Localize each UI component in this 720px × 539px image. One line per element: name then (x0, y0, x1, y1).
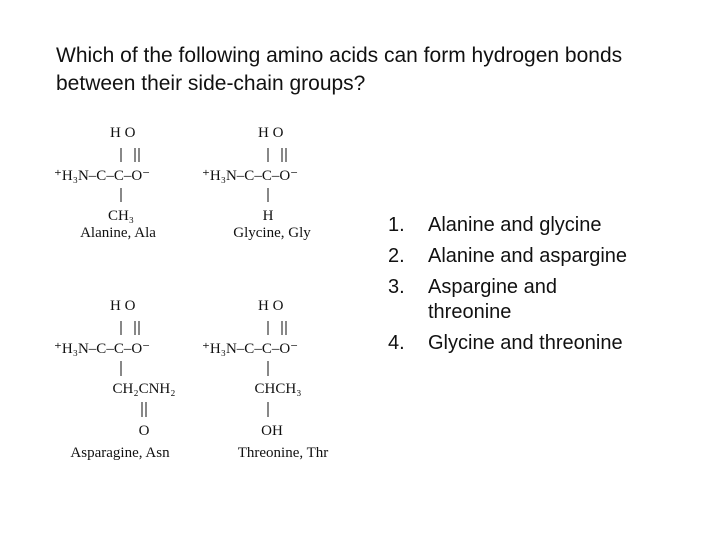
option-number: 4. (388, 332, 405, 354)
option-number: 2. (388, 245, 405, 267)
threonine-side-chain: CHCH₃ (254, 381, 302, 397)
amino-acid-structures (40, 120, 360, 490)
asparagine-top-label: H O (110, 298, 136, 314)
glycine-name: Glycine, Gly (233, 225, 311, 241)
threonine-top-label: H O (258, 298, 284, 314)
alanine-structure (54, 125, 156, 241)
answer-options (388, 213, 688, 362)
answer-option-2[interactable] (388, 244, 688, 269)
threonine-hydroxyl: OH (261, 423, 283, 439)
asparagine-carbonyl-o: O (138, 423, 150, 439)
threonine-name: Threonine, Thr (237, 445, 329, 461)
option-number: 1. (388, 214, 405, 236)
glycine-structure (202, 125, 311, 241)
glycine-top-label: H O (258, 125, 284, 141)
alanine-backbone: ⁺H₃N–C–C–O⁻ (54, 168, 151, 184)
answer-option-4[interactable] (388, 331, 688, 356)
asparagine-name: Asparagine, Asn (70, 445, 170, 461)
option-text: Aspargine and threonine (428, 276, 557, 323)
glycine-backbone: ⁺H₃N–C–C–O⁻ (202, 168, 299, 184)
asparagine-side-chain: CH₂CNH₂ (112, 381, 176, 397)
asparagine-structure (54, 298, 175, 461)
threonine-backbone: ⁺H₃N–C–C–O⁻ (202, 341, 299, 357)
answer-option-3[interactable] (388, 275, 618, 325)
structure-drawing (40, 120, 360, 490)
glycine-side-chain: H (262, 208, 274, 224)
question-text: Which of the following amino acids can form hydrogen bonds between their side-chain groups? (56, 44, 623, 95)
option-text: Glycine and threonine (428, 332, 623, 354)
option-text: Alanine and aspargine (428, 245, 628, 267)
asparagine-backbone: ⁺H₃N–C–C–O⁻ (54, 341, 151, 357)
alanine-name: Alanine, Ala (80, 225, 156, 241)
option-text: Alanine and glycine (428, 214, 602, 236)
alanine-side-chain: CH₃ (107, 208, 135, 224)
alanine-top-label: H O (110, 125, 136, 141)
threonine-structure (202, 298, 328, 461)
answer-option-1[interactable] (388, 213, 688, 238)
option-number: 3. (388, 276, 405, 298)
